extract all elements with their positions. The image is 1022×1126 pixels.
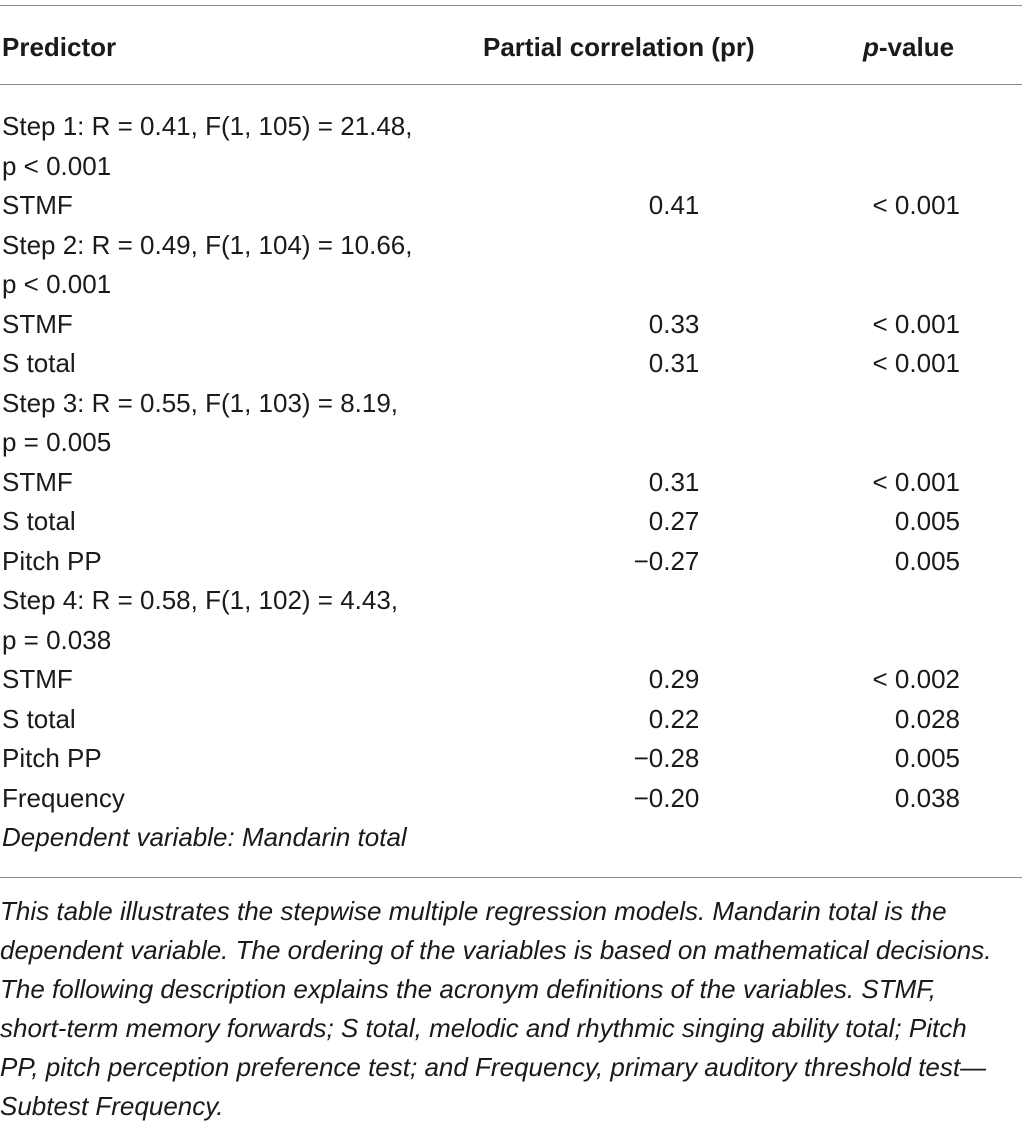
step-significance: p < 0.001 [2, 150, 112, 181]
predictor-cell: STMF [2, 308, 73, 339]
step-significance-row [2, 147, 1022, 187]
step-header-row [2, 107, 1022, 147]
step-statistics: Step 3: R = 0.55, F(1, 103) = 8.19, [2, 387, 399, 418]
predictor-cell: STMF [2, 190, 73, 220]
step-significance: p = 0.038 [2, 624, 112, 655]
dependent-variable-note: Dependent variable: Mandarin total [2, 822, 407, 852]
step-statistics: Step 4: R = 0.58, F(1, 102) = 4.43, [2, 585, 399, 615]
partial-correlation-cell: 0.41 [648, 190, 700, 220]
step-significance: p = 0.005 [2, 427, 112, 457]
p-value-cell: < 0.001 [872, 348, 960, 378]
table-footnote: This table illustrates the stepwise multiple regression models. Mandarin total is the dependent variable. The ordering of the variables is based on mathematical decisions. The following description explains the acronym definitions of the variables. STMF, short-term memory forwards; S total, melodic and rhythmic singing ability total; Pitch PP, pitch perception preference test; and Frequency, primary auditory threshold test—Subtest Frequency. [0, 896, 992, 1121]
table-row [2, 305, 1022, 345]
predictor-cell: S total [2, 506, 76, 536]
p-value-cell: 0.005 [894, 506, 960, 536]
step-significance: p < 0.001 [2, 269, 112, 299]
predictor-cell: S total [2, 348, 76, 378]
partial-correlation-cell: −0.28 [633, 743, 700, 773]
table-row [2, 660, 1022, 700]
predictor-cell: STMF [2, 664, 73, 694]
table-row [2, 344, 1022, 384]
table-row [2, 502, 1022, 542]
step-statistics: Step 1: R = 0.41, F(1, 105) = 21.48, [2, 111, 413, 141]
predictor-cell: STMF [2, 466, 73, 497]
header-partial-correlation: Partial correlation (pr) [483, 32, 755, 62]
p-value-cell: 0.028 [894, 703, 960, 734]
p-value-cell: < 0.001 [872, 466, 960, 497]
predictor-cell: Pitch PP [2, 545, 102, 576]
predictor-cell: Frequency [2, 782, 125, 813]
p-value-cell: < 0.001 [872, 308, 960, 339]
step-header-row [2, 581, 1022, 621]
p-value-cell: 0.038 [894, 782, 960, 813]
table-row [2, 779, 1022, 819]
partial-correlation-cell: 0.22 [648, 703, 700, 734]
table-top-rule [0, 5, 1022, 6]
partial-correlation-cell: 0.33 [648, 308, 700, 339]
partial-correlation-cell: −0.27 [633, 545, 700, 576]
predictor-cell: Pitch PP [2, 743, 102, 773]
partial-correlation-cell: 0.29 [648, 664, 700, 694]
p-value-cell: < 0.001 [872, 190, 960, 220]
step-significance-row [2, 265, 1022, 305]
partial-correlation-cell: 0.31 [648, 466, 700, 497]
dependent-variable-row [2, 818, 1022, 858]
table-row [2, 739, 1022, 779]
regression-table [2, 107, 1022, 858]
p-value-cell: < 0.002 [872, 664, 960, 694]
partial-correlation-cell: 0.31 [648, 348, 700, 378]
table-bottom-rule [0, 877, 1022, 878]
step-header-row [2, 226, 1022, 266]
step-significance-row [2, 621, 1022, 661]
p-value-cell: 0.005 [894, 743, 960, 773]
header-rule [0, 84, 1022, 85]
header-predictor: Predictor [2, 32, 117, 62]
header-p-value: p-value [863, 32, 955, 62]
step-significance-row [2, 423, 1022, 463]
table-row [2, 700, 1022, 740]
p-value-cell: 0.005 [894, 545, 960, 576]
table-row [2, 542, 1022, 582]
step-statistics: Step 2: R = 0.49, F(1, 104) = 10.66, [2, 229, 413, 260]
predictor-cell: S total [2, 703, 76, 734]
table-row [2, 463, 1022, 503]
partial-correlation-cell: −0.20 [633, 782, 700, 813]
step-header-row [2, 384, 1022, 424]
table-row [2, 186, 1022, 226]
partial-correlation-cell: 0.27 [648, 506, 700, 536]
